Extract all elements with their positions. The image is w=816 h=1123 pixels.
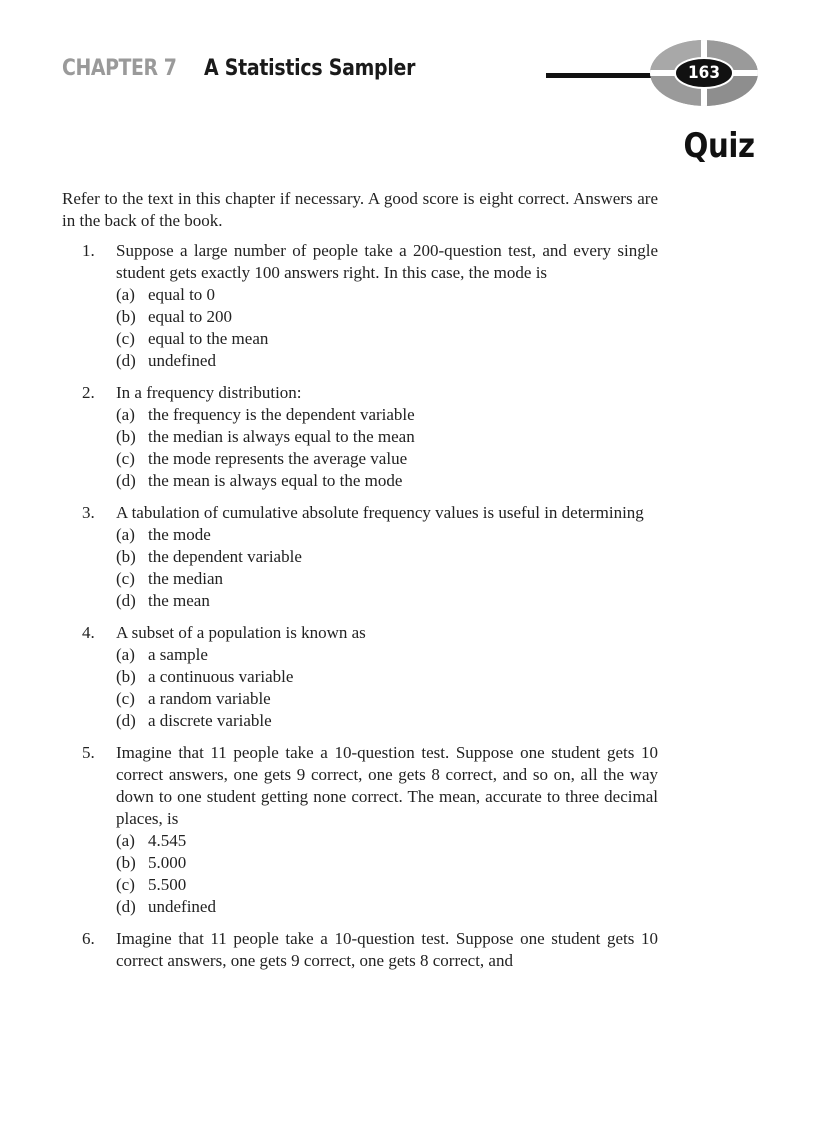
- question-text: Imagine that 11 people take a 10-question test. Suppose one student gets 10 correct answers, one gets 9 correct, one gets 8 correct, and: [116, 929, 658, 970]
- option-letter: (a): [116, 285, 135, 304]
- option-letter: (b): [116, 853, 136, 872]
- answer-option: [116, 470, 658, 492]
- option-text: 5.500: [148, 875, 187, 894]
- answer-option: [116, 874, 658, 896]
- option-letter: (a): [116, 645, 135, 664]
- option-text: the median is always equal to the mean: [148, 427, 415, 446]
- answer-option: [116, 350, 658, 372]
- option-text: a discrete variable: [148, 711, 272, 730]
- answer-option: [116, 830, 658, 852]
- chapter-title: A Statistics Sampler: [204, 56, 416, 81]
- option-letter: (d): [116, 471, 136, 490]
- answer-options: [116, 404, 658, 492]
- option-letter: (b): [116, 427, 136, 446]
- page-number: 163: [688, 63, 720, 83]
- question-number: 1.: [82, 241, 95, 260]
- answer-option: [116, 852, 658, 874]
- answer-option: [116, 448, 658, 470]
- option-letter: (d): [116, 711, 136, 730]
- answer-option: [116, 590, 658, 612]
- question-number: 3.: [82, 503, 95, 522]
- question-number: 5.: [82, 743, 95, 762]
- option-text: a continuous variable: [148, 667, 294, 686]
- option-letter: (d): [116, 591, 136, 610]
- option-letter: (b): [116, 667, 136, 686]
- answer-options: [116, 644, 658, 732]
- option-text: a random variable: [148, 689, 271, 708]
- question-text: Imagine that 11 people take a 10-question test. Suppose one student gets 10 correct answers, one gets 9 correct, one gets 8 correct, and so on, all the way down to one student getting none correct. The mean, accurate to three decimal places, is: [116, 743, 658, 828]
- answer-option: [116, 568, 658, 590]
- answer-option: [116, 426, 658, 448]
- section-title: Quiz: [683, 126, 755, 166]
- question-item: [62, 928, 658, 972]
- option-text: equal to 0: [148, 285, 216, 304]
- question-text: In a frequency distribution:: [116, 383, 302, 402]
- answer-option: [116, 688, 658, 710]
- option-letter: (b): [116, 547, 136, 566]
- answer-option: [116, 644, 658, 666]
- question-number: 6.: [82, 929, 95, 948]
- option-text: the mode represents the average value: [148, 449, 408, 468]
- option-letter: (a): [116, 405, 135, 424]
- question-text: Suppose a large number of people take a 200-question test, and every single student gets exactly 100 answers right. In this case, the mode is: [116, 241, 658, 282]
- answer-options: [116, 524, 658, 612]
- question-item: [62, 742, 658, 918]
- option-letter: (d): [116, 351, 136, 370]
- answer-option: [116, 546, 658, 568]
- option-text: the mean: [148, 591, 210, 610]
- answer-option: [116, 666, 658, 688]
- option-letter: (c): [116, 569, 135, 588]
- option-text: undefined: [148, 897, 216, 916]
- question-item: [62, 502, 658, 612]
- option-text: the median: [148, 569, 224, 588]
- question-item: [62, 622, 658, 732]
- answer-option: [116, 284, 658, 306]
- option-letter: (a): [116, 525, 135, 544]
- option-text: equal to the mean: [148, 329, 269, 348]
- answer-options: [116, 284, 658, 372]
- answer-option: [116, 896, 658, 918]
- question-item: [62, 382, 658, 492]
- answer-option: [116, 328, 658, 350]
- quiz-intro: Refer to the text in this chapter if necessary. A good score is eight correct. Answers are in the back of the book.: [62, 189, 658, 230]
- option-letter: (c): [116, 449, 135, 468]
- answer-option: [116, 306, 658, 328]
- option-text: the mode: [148, 525, 211, 544]
- question-text: A tabulation of cumulative absolute frequency values is useful in determining: [116, 503, 644, 522]
- answer-option: [116, 710, 658, 732]
- option-letter: (c): [116, 689, 135, 708]
- option-letter: (b): [116, 307, 136, 326]
- question-item: [62, 240, 658, 372]
- option-letter: (a): [116, 831, 135, 850]
- option-text: 4.545: [148, 831, 187, 850]
- option-letter: (c): [116, 875, 135, 894]
- quiz-content: [62, 188, 658, 982]
- option-text: equal to 200: [148, 307, 233, 326]
- question-number: 2.: [82, 383, 95, 402]
- option-text: the mean is always equal to the mode: [148, 471, 403, 490]
- answer-options: [116, 830, 658, 918]
- answer-option: [116, 404, 658, 426]
- option-text: the dependent variable: [148, 547, 302, 566]
- option-text: 5.000: [148, 853, 187, 872]
- option-text: the frequency is the dependent variable: [148, 405, 415, 424]
- answer-option: [116, 524, 658, 546]
- option-text: a sample: [148, 645, 208, 664]
- question-list: [62, 240, 658, 972]
- option-letter: (d): [116, 897, 136, 916]
- option-text: undefined: [148, 351, 216, 370]
- chapter-label: CHAPTER 7: [62, 56, 177, 81]
- question-number: 4.: [82, 623, 95, 642]
- option-letter: (c): [116, 329, 135, 348]
- question-text: A subset of a population is known as: [116, 623, 366, 642]
